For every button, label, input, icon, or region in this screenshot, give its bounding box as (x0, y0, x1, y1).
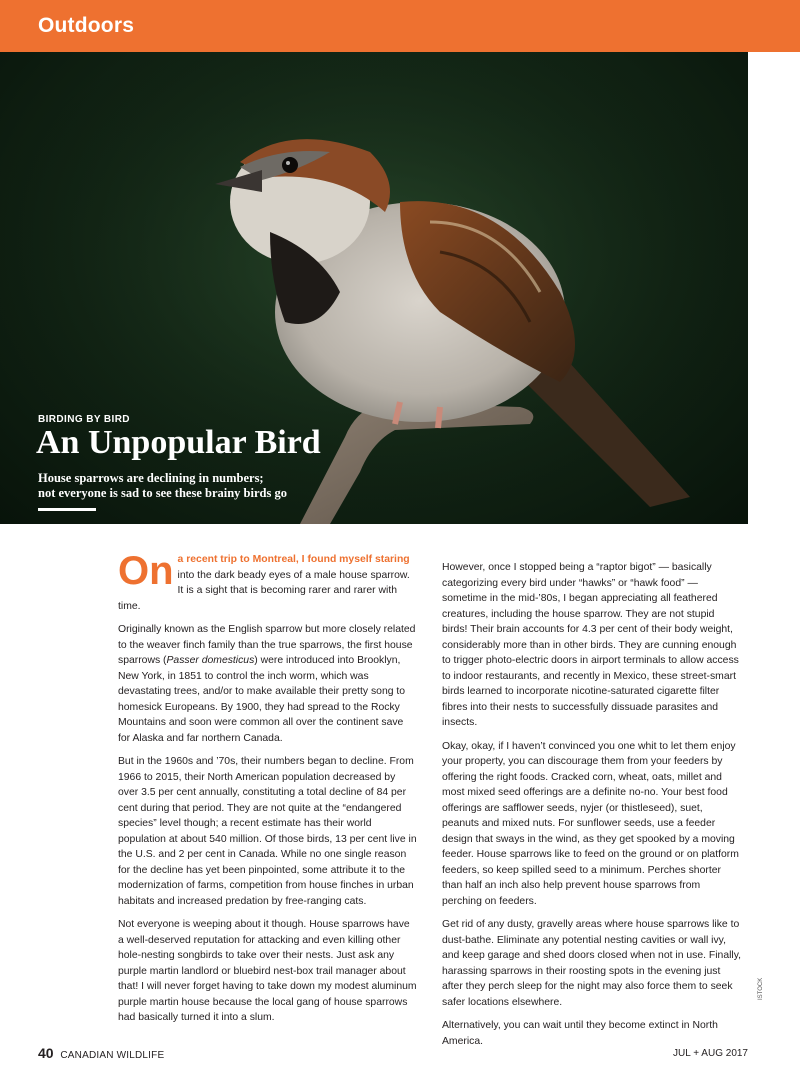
section-header-bar (0, 0, 800, 52)
magazine-name: CANADIAN WILDLIFE (60, 1050, 165, 1061)
article-column-left (118, 549, 418, 1034)
page-number: 40 (38, 1045, 54, 1061)
species-name: Passer domesticus (166, 655, 255, 666)
lede-text: into the dark beady eyes of a male house sparrow. It is a sight that is becoming rarer and rarer with time. (118, 569, 410, 612)
paragraph-3: But in the 1960s and ’70s, their numbers began to decline. From 1966 to 2015, their North American population decreased by over 3.5 per cent annually, constituting a total decline of 84 per cent during that period. They are not quite at the “endangered species” level though; a recent estimate has their world population at about 540 million. Of those birds, 13 per cent live in the U.S. and 2 per cent in Canada. While no one single reason for the decline has yet been pinpointed, some attribute it to the modernization of farms, competition from house finches in urban habitats and increased predation by free-ranging cats. (118, 756, 417, 907)
lede-paragraph (118, 549, 418, 614)
section-label: Outdoors (38, 14, 135, 37)
photo-credit: ISTOCK (758, 977, 764, 1000)
deck-divider (38, 508, 96, 511)
article-column-right (442, 560, 742, 1057)
paragraph-2-text-b: ) were introduced into Brooklyn, New York, in 1851 to control the inch worm, which was devastating trees, and/or to make available their pretty song to homesick Europeans. By 1900, they had spread to the Rocky Mountains and soon were common all over the continent save for Alaska and far northern Canada. (118, 655, 406, 744)
article-deck (38, 471, 398, 501)
issue-date: JUL + AUG 2017 (673, 1048, 748, 1059)
lede-run-in: a recent trip to Montreal, I found myself staring (177, 554, 410, 565)
article-kicker: BIRDING BY BIRD (38, 414, 130, 425)
paragraph-2 (118, 622, 418, 746)
byline: By David Bird (38, 534, 109, 546)
page-footer-left (38, 1045, 164, 1061)
paragraph-7: Get rid of any dusty, gravelly areas where house sparrows like to dust-bathe. Eliminate any potential nesting cavities or wall ivy, and keep garage and shed doors closed when not in use. Finally, harassing sparrows in their roosting spots in the evening just after they perch sleep for the night may also force them to seek safer locations elsewhere. (442, 919, 742, 1008)
paragraph-4: Not everyone is weeping about it though. House sparrows have a well-deserved reputation for attacking and even killing other hole-nesting songbirds to take over their nests. Just ask any purple martin landlord or bluebird nest-box trail manager about that! I will never forget having to take down my modest aluminum purple martin house because the local gang of house sparrows had basically turned it into a slum. (118, 919, 417, 1023)
paragraph-5: However, once I stopped being a “raptor bigot” — basically categorizing every bird under “hawks” or “hawk food” — sometime in the mid-’80s, I began appreciating all feathered creatures, including the house sparrow. They are not stupid birds! Their brain accounts for 4.3 per cent of their body weight, considerably more than in other birds. They are cunning enough to trigger photo-electric doors in airport terminals to allow access to indoor restaurants, and recently in Mexico, these street-smart birds learned to incorporate nicotine-saturated cigarette filter fibres into their nests to successfully dissuade parasites and insects. (442, 562, 739, 728)
paragraph-2-text-a: Originally known as the English sparrow but more closely related to the weaver finch family than the true sparrows, the first house sparrows ( (118, 624, 416, 666)
deck-line-2: not everyone is sad to see these brainy birds go (38, 486, 287, 500)
article-headline: An Unpopular Bird (36, 424, 321, 461)
drop-cap: On (118, 549, 174, 593)
paragraph-8: Alternatively, you can wait until they become extinct in North America. (442, 1020, 718, 1047)
deck-line-1: House sparrows are declining in numbers; (38, 471, 264, 485)
hero-photo (0, 52, 748, 546)
paragraph-6: Okay, okay, if I haven’t convinced you one whit to let them enjoy your property, you can discourage them from your feeders by offering the right foods. Cracked corn, wheat, oats, millet and most mixed seed offerings are a definite no-no. Your best food offerings are safflower seeds, nyjer (or thistleseed), suet, peanuts and mixed nuts. For sunflower seeds, use a feeder design that sways in the wind, as they get spooked by a moving feeder. House sparrows like to feed on the ground or on platform feeders, so keep spilled seed to a minimum. Perches shorter than half an inch also help prevent house sparrows from perching on feeders. (442, 740, 739, 907)
